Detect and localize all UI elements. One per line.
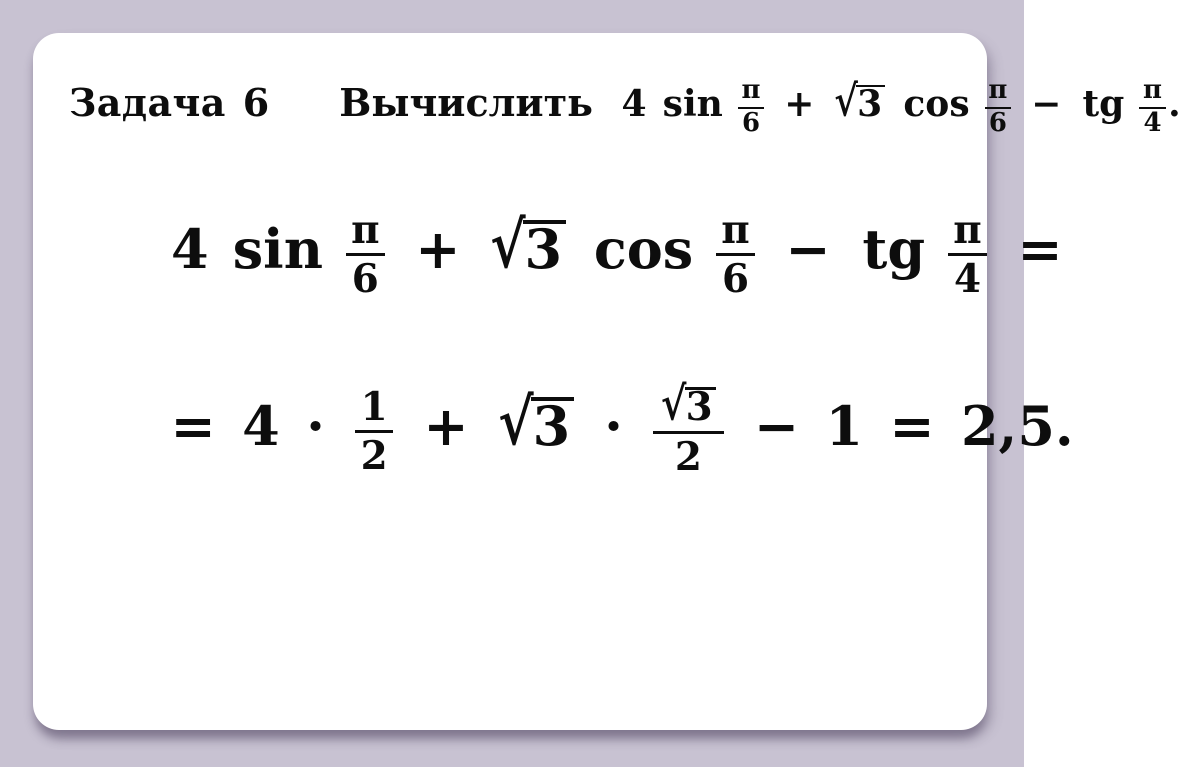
instruction-label: Вычислить [339,80,593,126]
sqrt-3 [660,377,716,432]
minus-operator: − [753,394,800,459]
radical-sign: √ [498,384,534,460]
slide [33,33,1181,730]
radical-sign: √ [834,76,858,126]
one-half-fraction [355,383,393,480]
task-label: Задача [69,80,226,126]
tg-function: tg [862,217,926,282]
equals-operator: = [889,394,935,459]
coefficient-4: 4 [171,217,209,282]
numerator: π [716,209,755,256]
tg-function: tg [1082,83,1125,126]
denominator: 6 [742,108,761,139]
denominator: 4 [1143,108,1162,139]
plus-operator: + [415,217,461,282]
numerator: π [346,209,385,256]
denominator: 6 [351,256,379,303]
sqrt-3 [490,207,566,283]
numerator: 1 [355,386,393,433]
equals-operator: = [170,394,216,459]
numerator: π [948,209,987,256]
problem-expression [609,75,1181,139]
numerator [653,377,723,434]
radical-sign: √ [660,377,687,432]
cos-function: cos [903,83,970,126]
radicand-3: 3 [685,387,716,425]
coefficient-4: 4 [621,83,647,126]
denominator: 6 [988,108,1007,139]
multiplication-dot: · [306,394,325,459]
multiplication-dot: · [604,394,623,459]
radical-sign: √ [490,207,526,283]
solution-line-1 [171,206,1070,303]
pi-over-6-fraction [346,206,385,303]
pi-over-4-fraction [1139,77,1165,137]
plus-operator: + [423,394,469,459]
task-number: 6 [242,80,270,126]
sqrt-3 [498,384,574,460]
pi-over-4-fraction [948,206,987,303]
sin-function: sin [232,217,323,282]
denominator: 4 [953,256,981,303]
solution-line-2 [163,377,1074,481]
pi-over-6-fraction [716,206,755,303]
problem-statement [69,77,1181,137]
numerator: π [738,77,764,109]
pi-over-6-fraction [985,77,1011,137]
pi-over-6-fraction [738,77,764,137]
operand-1: 1 [825,394,864,459]
denominator: 2 [360,433,388,480]
numerator: π [985,77,1011,109]
denominator: 6 [721,256,750,303]
sqrt-3 [834,76,885,126]
denominator: 2 [674,434,702,481]
radicand-3: 3 [856,85,885,119]
end-period: . [1168,83,1181,126]
equals-operator: = [1017,217,1063,282]
numerator: π [1139,77,1165,109]
coefficient-4: 4 [242,394,280,459]
result-value: 2,5. [960,394,1074,459]
radicand-3: 3 [531,397,575,450]
minus-operator: − [1031,83,1062,126]
cos-function: cos [593,217,694,282]
minus-operator: − [785,217,831,282]
sqrt3-over-2-fraction [653,377,723,481]
sin-function: sin [662,83,723,126]
radicand-3: 3 [523,220,567,273]
plus-operator: + [784,83,815,126]
